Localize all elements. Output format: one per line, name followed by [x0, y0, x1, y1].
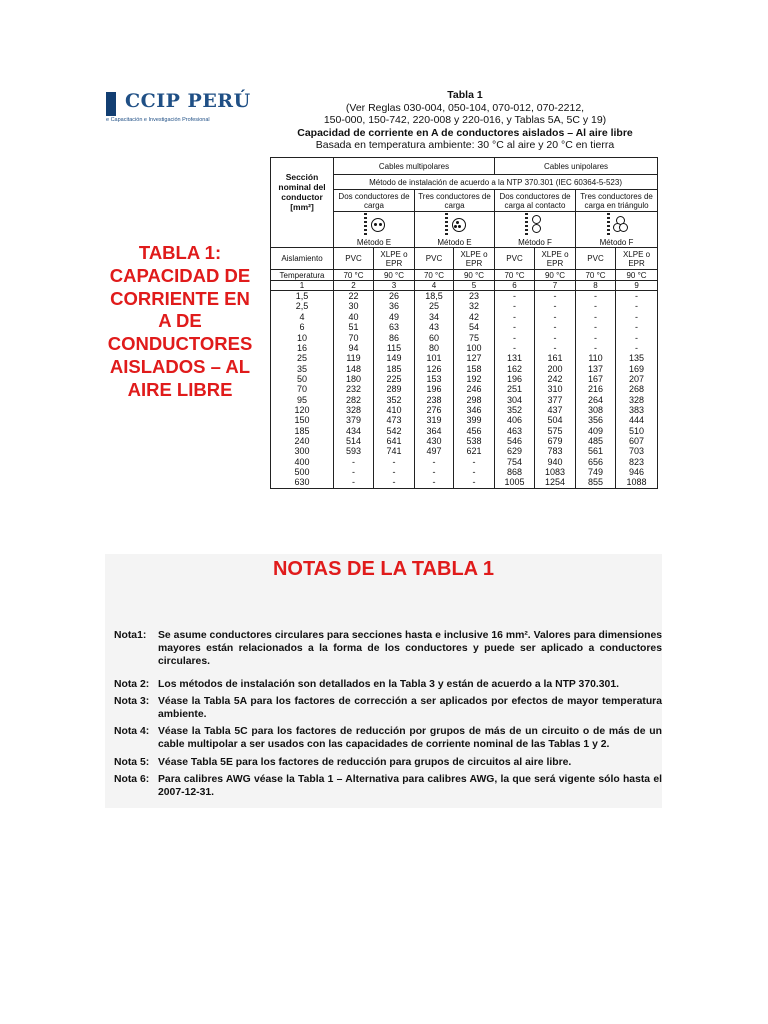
ampacity-cell: 115 — [374, 343, 415, 353]
table-refs-line-2: 150-000, 150-742, 220-008 y 220-016, y Tablas 5A, 5C y 19) — [323, 114, 607, 126]
ampacity-cell: 23 — [454, 291, 495, 302]
ampacity-cell: - — [495, 343, 535, 353]
insulation-cell: XLPE o EPR — [374, 248, 415, 270]
ampacity-cell: - — [495, 291, 535, 302]
ampacity-cell: - — [334, 477, 374, 488]
column-number: 5 — [454, 281, 495, 291]
ampacity-cell: - — [454, 467, 495, 477]
ampacity-cell: 593 — [334, 446, 374, 456]
section-cell: 150 — [271, 415, 334, 425]
ampacity-cell: 169 — [616, 363, 658, 373]
table-heading — [270, 89, 660, 152]
column-number: 7 — [535, 281, 576, 291]
section-cell: 185 — [271, 425, 334, 435]
ampacity-cell: - — [334, 457, 374, 467]
table-row — [271, 291, 658, 302]
side-title-line: CAPACIDAD DE — [109, 264, 251, 286]
section-cell: 400 — [271, 457, 334, 467]
note-text: Para calibres AWG véase la Tabla 1 – Alternativa para calibres AWG, la que será vigente sólo hasta el 2007-12-31. — [158, 774, 662, 799]
ampacity-cell: - — [415, 457, 454, 467]
ampacity-cell: 264 — [576, 394, 616, 404]
note-label: Nota 2: — [114, 679, 150, 690]
ampacity-cell: 63 — [374, 322, 415, 332]
section-cell: 120 — [271, 405, 334, 415]
note-text: Véase Tabla 5E para los factores de reducción para grupos de circuitos al aire libre. — [158, 757, 572, 768]
table-row — [271, 322, 658, 332]
ampacity-cell: 185 — [374, 363, 415, 373]
ampacity-cell: 504 — [535, 415, 576, 425]
section-cell: 6 — [271, 322, 334, 332]
ampacity-cell: 437 — [535, 405, 576, 415]
table-row — [271, 332, 658, 342]
subgroup-two-contact: Dos conductores de carga al contacto — [495, 190, 576, 212]
temperature-cell: 90 °C — [535, 270, 576, 281]
table-row — [271, 363, 658, 373]
ampacity-cell: - — [374, 477, 415, 488]
ampacity-cell: 30 — [334, 301, 374, 311]
ampacity-cell: 473 — [374, 415, 415, 425]
table-row — [271, 301, 658, 311]
ampacity-cell: 101 — [415, 353, 454, 363]
ampacity-cell: 148 — [334, 363, 374, 373]
ampacity-cell: 754 — [495, 457, 535, 467]
column-number: 4 — [415, 281, 454, 291]
ampacity-cell: 310 — [535, 384, 576, 394]
ampacity-cell: - — [495, 312, 535, 322]
note-text: Los métodos de instalación son detallados en la Tabla 3 y están de acuerdo a la NTP 370.301. — [158, 679, 620, 690]
column-number: 9 — [616, 281, 658, 291]
ampacity-cell: - — [454, 477, 495, 488]
ampacity-cell: 434 — [334, 425, 374, 435]
ampacity-cell: 741 — [374, 446, 415, 456]
ampacity-cell: 200 — [535, 363, 576, 373]
ampacity-cell: 34 — [415, 312, 454, 322]
table-row — [271, 446, 658, 456]
ampacity-cell: 514 — [334, 436, 374, 446]
ampacity-cell: 399 — [454, 415, 495, 425]
ampacity-cell: 546 — [495, 436, 535, 446]
temperature-cell: 90 °C — [616, 270, 658, 281]
ampacity-cell: 1088 — [616, 477, 658, 488]
side-title-line: A DE — [158, 310, 202, 332]
column-number: 2 — [334, 281, 374, 291]
ampacity-cell: - — [616, 343, 658, 353]
ampacity-cell: 126 — [415, 363, 454, 373]
ampacity-cell: 75 — [454, 332, 495, 342]
ampacity-cell: 749 — [576, 467, 616, 477]
column-number: 3 — [374, 281, 415, 291]
section-cell: 25 — [271, 353, 334, 363]
ampacity-cell: - — [535, 291, 576, 302]
section-cell: 70 — [271, 384, 334, 394]
section-cell: 2,5 — [271, 301, 334, 311]
ampacity-cell: - — [535, 322, 576, 332]
installation-icon-e-three — [441, 212, 469, 236]
ampacity-cell: 783 — [535, 446, 576, 456]
ampacity-cell: 22 — [334, 291, 374, 302]
ampacity-cell: 162 — [495, 363, 535, 373]
ampacity-cell: - — [374, 457, 415, 467]
ampacity-cell: 497 — [415, 446, 454, 456]
ampacity-cell: 207 — [616, 374, 658, 384]
ampacity-cell: 26 — [374, 291, 415, 302]
ampacity-cell: - — [495, 301, 535, 311]
table-basis: Basada en temperatura ambiente: 30 °C al aire y 20 °C en tierra — [315, 139, 615, 151]
table-caption: Capacidad de corriente en A de conductores aislados – Al aire libre — [297, 126, 633, 139]
ampacity-cell: 43 — [415, 322, 454, 332]
ampacity-cell: 409 — [576, 425, 616, 435]
table-row — [271, 353, 658, 363]
section-cell: 95 — [271, 394, 334, 404]
table-row — [271, 415, 658, 425]
ampacity-cell: 70 — [334, 332, 374, 342]
note-text: Véase la Tabla 5A para los factores de corrección a ser aplicados por efectos de mayor temperatura ambiente. — [158, 696, 662, 721]
ampacity-cell: 276 — [415, 405, 454, 415]
ampacity-cell: 137 — [576, 363, 616, 373]
ampacity-cell: 346 — [454, 405, 495, 415]
ampacity-cell: 119 — [334, 353, 374, 363]
group-multipolar: Cables multipolares — [334, 158, 495, 175]
ampacity-cell: - — [576, 343, 616, 353]
section-cell: 1,5 — [271, 291, 334, 302]
table-row — [271, 425, 658, 435]
ampacity-cell: 196 — [415, 384, 454, 394]
note-label: Nota 5: — [114, 757, 150, 768]
ampacity-cell: 352 — [374, 394, 415, 404]
note-item — [114, 629, 662, 669]
ampacity-cell: 538 — [454, 436, 495, 446]
ampacity-cell: 377 — [535, 394, 576, 404]
ampacity-cell: 607 — [616, 436, 658, 446]
ampacity-cell: - — [576, 291, 616, 302]
ampacity-cell: 86 — [374, 332, 415, 342]
ampacity-cell: - — [616, 301, 658, 311]
ampacity-cell: 246 — [454, 384, 495, 394]
ampacity-cell: - — [495, 322, 535, 332]
temperature-cell: 70 °C — [495, 270, 535, 281]
ampacity-cell: 94 — [334, 343, 374, 353]
subgroup-three-conductors: Tres conductores de carga — [415, 190, 495, 212]
ampacity-cell: - — [535, 343, 576, 353]
method-e-three: Método E — [415, 212, 495, 248]
temperature-cell: 90 °C — [374, 270, 415, 281]
table-row — [271, 457, 658, 467]
temperature-cell: 70 °C — [415, 270, 454, 281]
ampacity-cell: 328 — [616, 394, 658, 404]
ampacity-cell: 36 — [374, 301, 415, 311]
side-title-line: CORRIENTE EN — [110, 287, 250, 309]
insulation-cell: PVC — [495, 248, 535, 270]
ampacity-cell: 153 — [415, 374, 454, 384]
ampacity-cell: - — [535, 301, 576, 311]
section-cell: 10 — [271, 332, 334, 342]
group-unipolar: Cables unipolares — [495, 158, 658, 175]
temperature-cell: 70 °C — [334, 270, 374, 281]
ampacity-cell: 251 — [495, 384, 535, 394]
section-header: Sección nominal del conductor [mm²] — [271, 158, 334, 248]
note-label: Nota1: — [114, 630, 147, 641]
ampacity-cell: 430 — [415, 436, 454, 446]
ampacity-cell: 25 — [415, 301, 454, 311]
ampacity-cell: 304 — [495, 394, 535, 404]
column-number: 1 — [271, 281, 334, 291]
ampacity-cell: 1005 — [495, 477, 535, 488]
note-text: Se asume conductores circulares para secciones hasta e inclusive 16 mm². Valores para dimensiones mayores están relacionados a la forma de los conductores y puede ser aplicado a conductores circulares. — [158, 630, 662, 668]
ampacity-cell: 510 — [616, 425, 658, 435]
installation-icon-e-two — [360, 212, 388, 236]
ampacity-cell: 406 — [495, 415, 535, 425]
ampacity-cell: - — [616, 322, 658, 332]
ampacity-cell: 319 — [415, 415, 454, 425]
ampacity-cell: 656 — [576, 457, 616, 467]
ampacity-cell: 32 — [454, 301, 495, 311]
logo-emblem-icon — [106, 92, 116, 116]
method-e-two: Método E — [334, 212, 415, 248]
ampacity-cell: 135 — [616, 353, 658, 363]
note-label: Nota 6: — [114, 774, 150, 785]
column-number-row — [271, 281, 658, 291]
ampacity-cell: - — [454, 457, 495, 467]
ampacity-cell: 629 — [495, 446, 535, 456]
ampacity-cell: 868 — [495, 467, 535, 477]
ampacity-cell: 225 — [374, 374, 415, 384]
table-row — [271, 384, 658, 394]
table-row — [271, 436, 658, 446]
ampacity-cell: 456 — [454, 425, 495, 435]
ampacity-cell: 110 — [576, 353, 616, 363]
ampacity-cell: 161 — [535, 353, 576, 363]
ampacity-cell: 49 — [374, 312, 415, 322]
ampacity-cell: - — [535, 332, 576, 342]
ampacity-cell: 379 — [334, 415, 374, 425]
ampacity-cell: 51 — [334, 322, 374, 332]
ampacity-cell: 196 — [495, 374, 535, 384]
section-cell: 16 — [271, 343, 334, 353]
ampacity-cell: 383 — [616, 405, 658, 415]
insulation-cell: XLPE o EPR — [616, 248, 658, 270]
table-row — [271, 467, 658, 477]
ampacity-cell: - — [535, 312, 576, 322]
ampacity-cell: 216 — [576, 384, 616, 394]
ampacity-cell: 561 — [576, 446, 616, 456]
temperature-cell: 70 °C — [576, 270, 616, 281]
ampacity-cell: 167 — [576, 374, 616, 384]
ampacity-cell: 100 — [454, 343, 495, 353]
table-row — [271, 374, 658, 384]
ampacity-cell: 621 — [454, 446, 495, 456]
ampacity-cell: 289 — [374, 384, 415, 394]
ampacity-cell: 463 — [495, 425, 535, 435]
temperature-label: Temperatura — [271, 270, 334, 281]
subgroup-two-conductors: Dos conductores de carga — [334, 190, 415, 212]
notes-title: NOTAS DE LA TABLA 1 — [272, 558, 495, 580]
insulation-cell: XLPE o EPR — [535, 248, 576, 270]
section-cell: 4 — [271, 312, 334, 322]
ampacity-cell: 80 — [415, 343, 454, 353]
ampacity-cell: - — [576, 332, 616, 342]
ampacity-cell: 18,5 — [415, 291, 454, 302]
section-cell: 35 — [271, 363, 334, 373]
note-label: Nota 4: — [114, 726, 150, 737]
side-title-line: AISLADOS – AL — [109, 355, 251, 377]
insulation-cell: PVC — [415, 248, 454, 270]
ampacity-cell: 42 — [454, 312, 495, 322]
ampacity-cell: - — [576, 312, 616, 322]
table-row — [271, 343, 658, 353]
ampacity-cell: 410 — [374, 405, 415, 415]
ampacity-cell: 823 — [616, 457, 658, 467]
note-text: Véase la Tabla 5C para los factores de reducción por grupos de más de un circuito o de más de un cable multipolar a ser usados con las capacidades de corriente nominal de las Tablas 1 y 2. — [158, 726, 662, 751]
ampacity-cell: 855 — [576, 477, 616, 488]
ampacity-cell: 679 — [535, 436, 576, 446]
ampacity-cell: - — [415, 467, 454, 477]
ampacity-cell: 940 — [535, 457, 576, 467]
ampacity-cell: 242 — [535, 374, 576, 384]
table-row — [271, 312, 658, 322]
section-cell: 50 — [271, 374, 334, 384]
ampacity-cell: 232 — [334, 384, 374, 394]
ampacity-cell: 946 — [616, 467, 658, 477]
ccip-logo — [106, 90, 251, 126]
section-cell: 500 — [271, 467, 334, 477]
ampacity-cell: 444 — [616, 415, 658, 425]
installation-icon-f-triangle — [603, 212, 631, 236]
ampacity-cell: 268 — [616, 384, 658, 394]
ampacity-cell: - — [616, 312, 658, 322]
side-title-line: AIRE LIBRE — [127, 378, 233, 400]
logo-name: CCIP PERÚ — [125, 90, 251, 112]
ampacity-table — [270, 157, 658, 489]
table-row — [271, 477, 658, 488]
table-title: Tabla 1 — [447, 89, 483, 101]
ampacity-cell: 364 — [415, 425, 454, 435]
table-row — [271, 394, 658, 404]
ampacity-cell: 542 — [374, 425, 415, 435]
installation-icon-f-two — [521, 212, 549, 236]
ampacity-cell: 180 — [334, 374, 374, 384]
insulation-label: Aislamiento — [271, 248, 334, 270]
installation-method-row: Método de instalación de acuerdo a la NTP 370.301 (IEC 60364-5-523) — [334, 175, 658, 190]
side-title-line: TABLA 1: — [138, 242, 222, 263]
table-row — [271, 405, 658, 415]
ampacity-cell: 703 — [616, 446, 658, 456]
ampacity-cell: 308 — [576, 405, 616, 415]
ampacity-cell: 485 — [576, 436, 616, 446]
ampacity-cell: 127 — [454, 353, 495, 363]
method-f-two: Método F — [495, 212, 576, 248]
ampacity-cell: 1254 — [535, 477, 576, 488]
temperature-cell: 90 °C — [454, 270, 495, 281]
ampacity-cell: - — [616, 332, 658, 342]
note-label: Nota 3: — [114, 696, 150, 707]
ampacity-cell: 575 — [535, 425, 576, 435]
ampacity-cell: 158 — [454, 363, 495, 373]
ampacity-cell: 282 — [334, 394, 374, 404]
insulation-cell: PVC — [334, 248, 374, 270]
subgroup-three-triangle: Tres conductores de carga en triángulo — [576, 190, 658, 212]
insulation-cell: PVC — [576, 248, 616, 270]
ampacity-cell: 54 — [454, 322, 495, 332]
side-title — [104, 242, 256, 402]
note-item — [114, 695, 662, 721]
column-number: 8 — [576, 281, 616, 291]
ampacity-cell: - — [495, 332, 535, 342]
side-title-line: CONDUCTORES — [107, 333, 253, 355]
table-refs-line-1: (Ver Reglas 030-004, 050-104, 070-012, 070-2212, — [345, 101, 585, 114]
ampacity-cell: - — [415, 477, 454, 488]
logo-tagline: e Capacitación e Investigación Profesional — [106, 117, 210, 123]
ampacity-cell: 328 — [334, 405, 374, 415]
note-item — [114, 725, 662, 751]
ampacity-cell: 356 — [576, 415, 616, 425]
ampacity-cell: 149 — [374, 353, 415, 363]
column-number: 6 — [495, 281, 535, 291]
ampacity-cell: 238 — [415, 394, 454, 404]
note-item — [114, 773, 662, 799]
ampacity-cell: - — [616, 291, 658, 302]
ampacity-cell: - — [576, 322, 616, 332]
ampacity-cell: 40 — [334, 312, 374, 322]
ampacity-cell: - — [374, 467, 415, 477]
section-cell: 240 — [271, 436, 334, 446]
note-item — [114, 756, 662, 769]
ampacity-cell: 298 — [454, 394, 495, 404]
ampacity-cell: 192 — [454, 374, 495, 384]
ampacity-cell: - — [334, 467, 374, 477]
method-f-three: Método F — [576, 212, 658, 248]
table-body — [271, 291, 658, 489]
ampacity-cell: 641 — [374, 436, 415, 446]
ampacity-cell: 1083 — [535, 467, 576, 477]
section-cell: 630 — [271, 477, 334, 488]
note-item — [114, 678, 662, 691]
section-cell: 300 — [271, 446, 334, 456]
ampacity-cell: 131 — [495, 353, 535, 363]
ampacity-cell: 60 — [415, 332, 454, 342]
insulation-cell: XLPE o EPR — [454, 248, 495, 270]
ampacity-cell: 352 — [495, 405, 535, 415]
ampacity-cell: - — [576, 301, 616, 311]
